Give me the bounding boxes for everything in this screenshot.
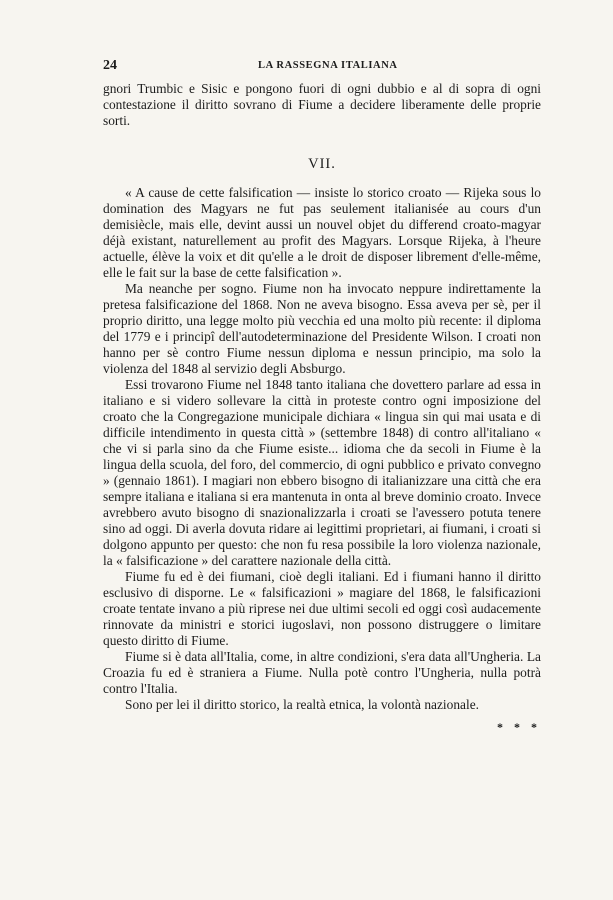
paragraph: « A cause de cette falsification — insiste lo storico croato — Rijeka sous lo domination des Magyars ne fut pas seulement italianisée au cours d'un demisiècle, mais elle, devint aussi un nouvel objet du differend croato-magyar déjà existant, naturellement au profit des Magyars. Lorsque Rijeka, à l'heure actuelle, élève la voix et dit qu'elle a le droit de disposer librement d'elle-même, elle le fait sur la base de cette falsification ».	[103, 185, 541, 280]
body-text	[103, 81, 541, 735]
page-header	[103, 58, 541, 76]
paragraph: Fiume si è data all'Italia, come, in altre condizioni, s'era data all'Ungheria. La Croazia fu ed è straniera a Fiume. Nulla potè contro l'Ungheria, nulla potrà contro l'Italia.	[103, 649, 541, 696]
paragraph: Fiume fu ed è dei fiumani, cioè degli italiani. Ed i fiumani hanno il diritto esclusivo di disporne. Le « falsificazioni » magiare del 1868, le falsificazioni croate tentate invano a più riprese nei due ultimi secoli ed oggi così audacemente rinnovate da ministri e storici iugoslavi, non possono distruggere o limitare questo diritto di Fiume.	[103, 569, 541, 648]
section-heading: VII.	[308, 156, 336, 172]
continuation-paragraph: gnori Trumbic e Sisic e pongono fuori di ogni dubbio e al di sopra di ogni contestazione il diritto sovrano di Fiume a decidere liberamente delle proprie sorti.	[103, 81, 541, 128]
paragraph: Sono per lei il diritto storico, la realtà etnica, la volontà nazionale.	[125, 697, 479, 712]
section-separator: * * *	[497, 720, 541, 734]
page-number: 24	[103, 58, 117, 73]
paragraph: Ma neanche per sogno. Fiume non ha invocato neppure indirettamente la pretesa falsificazione del 1868. Non ne aveva bisogno. Essa aveva per sè, per il proprio diritto, una legge molto più vecchia ed una molto più recente: il diploma del 1779 e i principî dell'autodeterminazione del Presidente Wilson. I croati non hanno per sè contro Fiume nessun diploma e nessun principio, ma solo la violenza del 1848 al servizio degli Absburgo.	[103, 281, 541, 376]
running-title: LA RASSEGNA ITALIANA	[258, 60, 398, 71]
paragraph: Essi trovarono Fiume nel 1848 tanto italiana che dovettero parlare ad essa in italiano e si videro sollevare la città in proteste contro ogni imposizione del croato che la Congregazione municipale dichiara « lingua sin qui mai usata e di difficile intendimento in questa città » (settembre 1848) di contro all'italiano « che vi si parla sino da che Fiume esiste... idioma che da secoli in Fiume è la lingua della scuola, del foro, del commercio, di ogni pubblico e privato convegno » (gennaio 1861). I magiari non ebbero bisogno di italianizzare una città che era sempre italiana e italiana si era mantenuta in onta al breve dominio croato. Invece avrebbero avuto bisogno di snazionalizzarla i croati se l'avessero potuta tenere sino ad oggi. Di averla dovuta ridare ai legittimi proprietari, ai fiumani, i croati si dolgono appunto per questo: che non fu resa possibile la loro violenza nazionale, la « falsificazione » del carattere nazionale della città.	[103, 377, 541, 568]
